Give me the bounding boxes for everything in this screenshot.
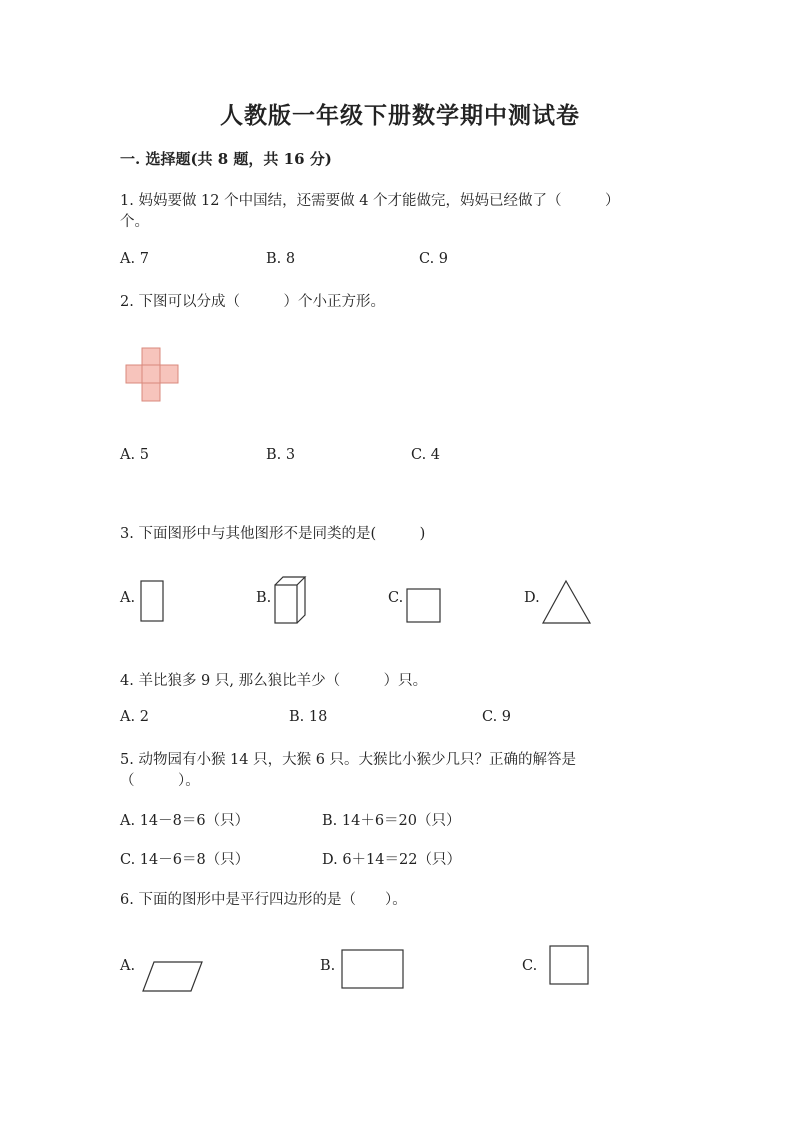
question-5-text: 5. 动物园有小猴 14 只，大猴 6 只。大猴比小猴少几只？正确的解答是: [120, 752, 577, 768]
question-1-text: 1. 妈妈要做 12 个中国结，还需要做 4 个才能做完，妈妈已经做了（ ）: [120, 193, 620, 209]
triangle-figure: [542, 580, 594, 626]
square-figure: [406, 588, 444, 626]
question-2-text: 2. 下图可以分成（ ）个小正方形。: [120, 294, 385, 310]
question-2-option-a: A. 5: [120, 447, 149, 463]
cuboid-figure: [274, 576, 308, 626]
question-5-option-a: A. 14－8＝6（只）: [120, 813, 250, 829]
question-3-text: 3. 下面图形中与其他图形不是同类的是( ): [120, 526, 426, 542]
question-4-option-b: B. 18: [289, 709, 328, 725]
rectangle-figure: [341, 949, 405, 991]
parallelogram-figure: [141, 960, 205, 994]
question-5-option-b: B. 14＋6＝20（只）: [322, 813, 461, 829]
question-4-option-a: A. 2: [120, 709, 149, 725]
question-5-option-d: D. 6＋14＝22（只）: [322, 852, 461, 868]
question-6-option-a: A.: [120, 958, 136, 974]
question-5-option-c: C. 14－6＝8（只）: [120, 852, 250, 868]
tall-rectangle-figure: [140, 580, 166, 624]
question-3-option-d: D.: [524, 590, 540, 606]
question-1-option-b: B. 8: [266, 251, 296, 267]
question-6-option-c: C.: [522, 958, 538, 974]
question-2-option-b: B. 3: [266, 447, 296, 463]
question-1-text-cont: 个。: [120, 214, 149, 230]
question-3-option-b: B.: [256, 590, 272, 606]
question-2-option-c: C. 4: [411, 447, 441, 463]
section-heading: 一. 选择题(共 8 题，共 16 分): [120, 150, 332, 168]
question-6-text: 6. 下面的图形中是平行四边形的是（ ）。: [120, 892, 407, 908]
square-figure-2: [549, 945, 591, 987]
question-3-option-c: C.: [388, 590, 404, 606]
question-1-option-c: C. 9: [419, 251, 449, 267]
question-4-text: 4. 羊比狼多 9 只, 那么狼比羊少（ ）只。: [120, 673, 428, 689]
question-6-option-b: B.: [320, 958, 336, 974]
question-3-option-a: A.: [120, 590, 136, 606]
question-1-option-a: A. 7: [120, 251, 149, 267]
question-4-option-c: C. 9: [482, 709, 512, 725]
cross-figure: [124, 346, 184, 406]
question-5-text-cont: （ ）。: [120, 773, 200, 789]
page-title: 人教版一年级下册数学期中测试卷: [220, 102, 580, 129]
